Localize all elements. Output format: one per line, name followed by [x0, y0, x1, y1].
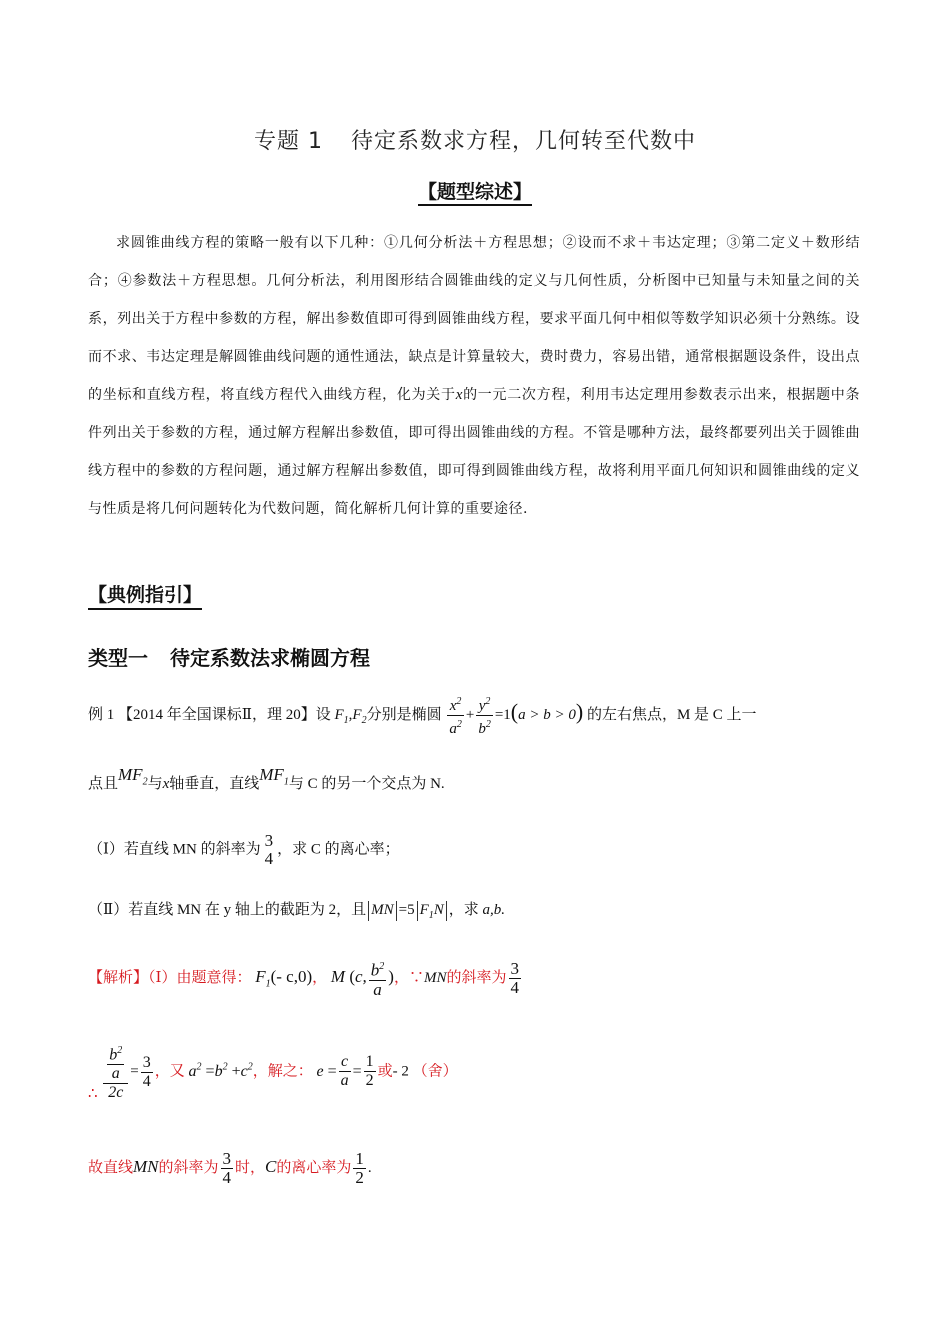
slope-fraction-sol: $\frac{3}{4}$ — [510, 959, 519, 998]
example1-line2: 点且$MF_2$与x轴垂直，直线$MF_1$与 C 的另一个交点为 N. — [88, 765, 445, 792]
intro-variable-x: x — [455, 387, 463, 403]
title-label: 专题 1 — [253, 129, 323, 154]
solution-line2: ∴ $\frac{\frac{b^2}{a}}{2c}$ = $\frac{3}{4}$ ，又 $a^2 =b^2 +c^2$，解之： e = $\frac{c}{a}$ = $\frac{1}{2}$ 或- 2 （舍） — [88, 1042, 458, 1102]
M-coordinate: M (c, $\frac{b^2}{a}$ ) — [331, 967, 394, 986]
intro-paragraph — [88, 224, 860, 528]
eccentricity-fraction-conclusion: $\frac{1}{2}$ — [355, 1149, 364, 1187]
F1-coordinate: $F_1(-$ c,0) — [255, 967, 313, 990]
solution-label: 【解析】 — [88, 970, 149, 987]
intro-text-1: 求圆锥曲线方程的策略一般有以下几种：①几何分析法＋方程思想；②设而不求＋韦达定理；③第二定义＋数形结合；④参数法＋方程思想。几何分析法，利用图形结合圆锥曲线的定义与几何性质，分析图中已知量与未知量之间的关系，列出关于方程中参数的方程，解出参数值即可得到圆锥曲线方程，要求平面几何中相似等数学知识必须十分熟练。设而不求、韦达定理是解圆锥曲线问题的通性通法，缺点是计算量较大，费时费力，容易出错，通常根据题设条件，设出点的坐标和直线方程，将直线方程代入曲线方程，化为关于 — [88, 235, 860, 403]
slope-fraction-conclusion: $\frac{3}{4}$ — [222, 1149, 232, 1187]
eccentricity-equation: $\frac{\frac{b^2}{a}}{2c}$ — [103, 1042, 128, 1102]
line-MF1: $MF_1$ — [259, 765, 289, 788]
solution-line1: 【解析】（Ⅰ）由题意得： $F_1(-$ c,0)， M (c, $\frac{b^2}{a}$ )，∵MN的斜率为 $\frac{3}{4}$ — [88, 959, 519, 999]
slope-fraction-q1: 3 4 — [264, 831, 274, 868]
example1-line1: 例 1 【2014 年全国课标Ⅱ，理 20】设 $F_1,F_2$分别是椭圆 $\frac{x^2}{a^2}$ + $\frac{y^2}{b^2}$ =1(a > b > 0) 的左右焦点，M 是 C 上一 — [88, 693, 757, 738]
solution-conclusion: 故直线MN的斜率为 $\frac{3}{4}$ 时，C的离心率为 $\frac{1}{2}$ . — [88, 1149, 372, 1187]
ellipse-frac-y: $\frac{y^2}{b^2}$ — [476, 693, 493, 738]
question-1: （Ⅰ）若直线 MN 的斜率为 3 4 ，求 C 的离心率； — [88, 831, 400, 868]
title-text: 待定系数求方程，几何转至代数中 — [350, 129, 696, 154]
focus-F2: $F_2$ — [352, 706, 367, 726]
ellipse-frac-x: $\frac{x^2}{a^2}$ — [447, 693, 464, 738]
type-heading: 类型一 待定系数法求椭圆方程 — [88, 646, 370, 670]
page-title — [0, 124, 950, 155]
section-examples-heading: 【典例指引】 — [88, 580, 202, 607]
relation-abc: $a^2 =b^2 +c^2$ — [188, 1061, 253, 1080]
focus-F1: $F_1$ — [334, 706, 349, 726]
intro-text-2: 的一元二次方程，利用韦达定理用参数表示出来，根据题中条件列出关于参数的方程，通过解方程解出参数值，即可得出圆锥曲线的方程。不管是哪种方法，最终都要列出关于圆锥曲线方程中的参数的方程问题，通过解方程解出参数值，即可得到圆锥曲线方程，故将利用平面几何知识和圆锥曲线的定义与性质是将几何问题转化为代数问题，简化解析几何计算的重要途径. — [88, 387, 861, 517]
eccentricity-value: e = $\frac{c}{a}$ = $\frac{1}{2}$ — [316, 1053, 374, 1090]
segment-MF2: $MF_2$ — [118, 765, 148, 788]
ellipse-condition: a > b > 0 — [518, 706, 576, 723]
section-overview-heading: 【题型综述】 — [0, 177, 950, 204]
question-2: （Ⅱ）若直线 MN 在 y 轴上的截距为 2，且 MN =5 $F_1N$ ，求 a,b. — [88, 902, 506, 921]
